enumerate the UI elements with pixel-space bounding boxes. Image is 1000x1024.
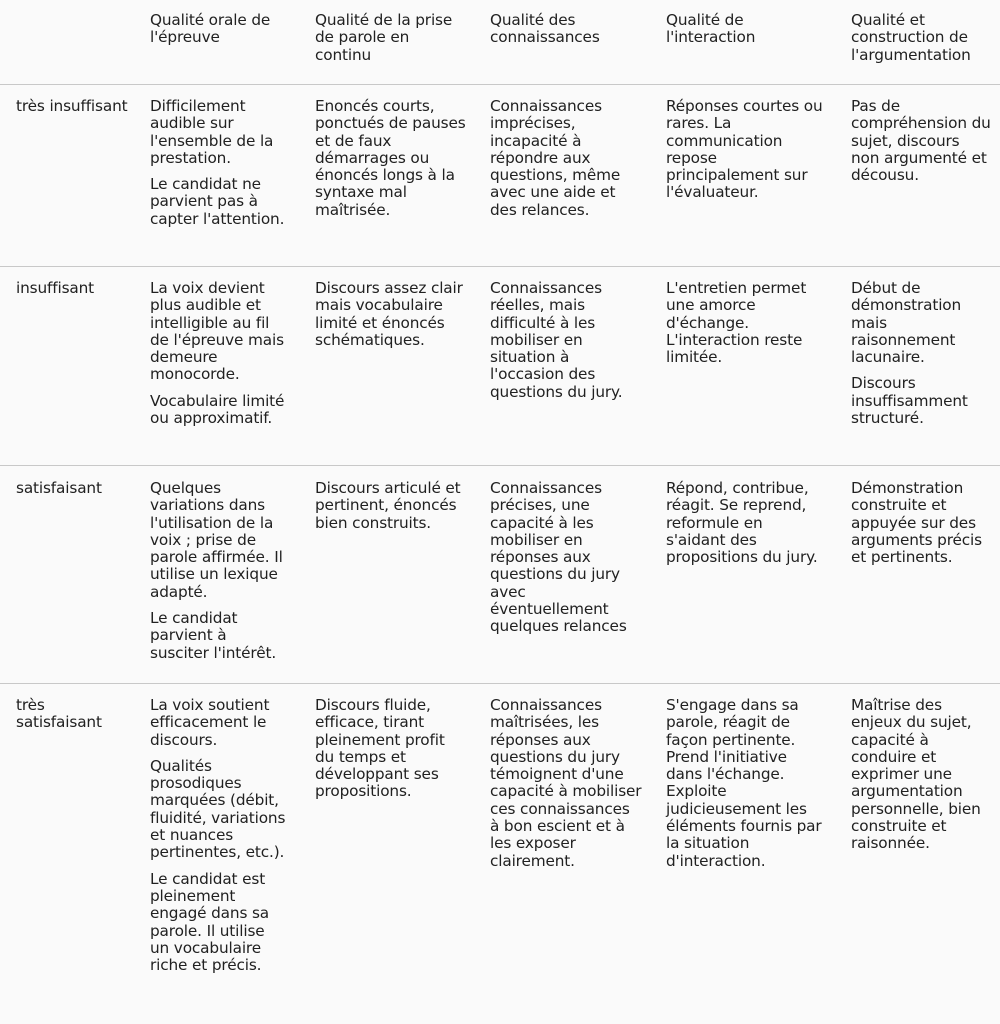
header-knowledge: Qualité des connaissances	[490, 11, 600, 47]
knowledge-cell	[490, 697, 642, 870]
cell-text: Quelques variations dans l'utilisation de la voix ; prise de parole affirmée. Il utilise un lexique adapté.	[150, 479, 283, 601]
interaction-cell	[666, 480, 826, 566]
cell-text: Pas de compréhension du sujet, discours non argumenté et décousu.	[851, 97, 991, 185]
cell-text: Connaissances maîtrisées, les réponses aux questions du jury témoignent d'une capacité à mobiliser ces connaissances à bon escient et à les exposer clairement.	[490, 696, 642, 870]
cell-text: Répond, contribue, réagit. Se reprend, reformule en s'aidant des propositions du jury.	[666, 479, 818, 567]
cell-text: Réponses courtes ou rares. La communication repose principalement sur l'évaluateur.	[666, 97, 823, 202]
interaction-cell	[666, 98, 826, 202]
cell-text: Le candidat parvient à susciter l'intérêt.	[150, 609, 277, 662]
cell-text: Connaissances réelles, mais difficulté à les mobiliser en situation à l'occasion des questions du jury.	[490, 279, 623, 401]
cell-text: Discours insuffisamment structuré.	[851, 374, 968, 428]
cell-text: Connaissances imprécises, incapacité à répondre aux questions, même avec une aide et des relances.	[490, 97, 621, 219]
cell-text: Enoncés courts, ponctués de pauses et de faux démarrages ou énoncés longs à la syntaxe mal maîtrisée.	[315, 97, 466, 219]
continuous-speech-cell	[315, 697, 467, 801]
cell-text: Début de démonstration mais raisonnement lacunaire.	[851, 279, 962, 367]
row-divider	[0, 683, 1000, 684]
header-continuous-speech: Qualité de la prise de parole en continu	[315, 11, 453, 64]
row-divider	[0, 465, 1000, 466]
level-label: très satisfaisant	[16, 696, 102, 732]
oral-quality-cell	[150, 98, 288, 228]
argumentation-cell	[851, 280, 991, 427]
cell-text: Qualités prosodiques marquées (débit, fluidité, variations et nuances pertinentes, etc.).	[150, 756, 286, 862]
header-oral-quality: Qualité orale de l'épreuve	[150, 11, 271, 47]
level-label: très insuffisant	[16, 97, 128, 115]
cell-text: Discours fluide, efficace, tirant pleinement profit du temps et développant ses propositions.	[315, 696, 445, 801]
continuous-speech-cell	[315, 480, 467, 532]
continuous-speech-cell	[315, 280, 467, 349]
cell-text: La voix devient plus audible et intelligible au fil de l'épreuve mais demeure monocorde.	[150, 279, 284, 384]
oral-quality-cell	[150, 280, 288, 427]
argumentation-cell	[851, 98, 991, 184]
knowledge-cell	[490, 480, 642, 636]
cell-text: La voix soutient efficacement le discours.	[150, 696, 270, 749]
cell-text: Connaissances précises, une capacité à les mobiliser en réponses aux questions du jury avec éventuellement quelques relances	[490, 479, 627, 636]
level-label: insuffisant	[16, 279, 95, 297]
cell-text: Discours articulé et pertinent, énoncés bien construits.	[315, 479, 461, 532]
row-divider	[0, 84, 1000, 85]
cell-text: L'entretien permet une amorce d'échange. L'interaction reste limitée.	[666, 279, 807, 367]
cell-text: Discours assez clair mais vocabulaire limité et énoncés schématiques.	[315, 279, 463, 349]
cell-text: Démonstration construite et appuyée sur des arguments précis et pertinents.	[851, 479, 982, 567]
argumentation-cell	[851, 480, 991, 566]
argumentation-cell	[851, 697, 991, 853]
cell-text: Vocabulaire limité ou approximatif.	[150, 391, 285, 428]
header-argumentation: Qualité et construction de l'argumentation	[851, 11, 971, 64]
oral-quality-cell	[150, 480, 288, 662]
header-interaction: Qualité de l'interaction	[666, 11, 756, 47]
cell-text: Maîtrise des enjeux du sujet, capacité à conduire et exprimer une argumentation personnelle, bien construite et raisonnée.	[851, 696, 981, 853]
continuous-speech-cell	[315, 98, 467, 219]
knowledge-cell	[490, 280, 642, 401]
cell-text: Difficilement audible sur l'ensemble de la prestation.	[150, 97, 274, 167]
row-divider	[0, 266, 1000, 267]
knowledge-cell	[490, 98, 642, 219]
cell-text: S'engage dans sa parole, réagit de façon pertinente. Prend l'initiative dans l'échange. Exploite judicieusement les éléments fournis par la situation d'interaction.	[666, 696, 822, 870]
oral-quality-cell	[150, 697, 288, 974]
cell-text: Le candidat est pleinement engagé dans sa parole. Il utilise un vocabulaire riche et précis.	[150, 869, 270, 975]
cell-text: Le candidat ne parvient pas à capter l'attention.	[150, 175, 285, 228]
interaction-cell	[666, 280, 826, 366]
interaction-cell	[666, 697, 826, 870]
level-label: satisfaisant	[16, 479, 102, 497]
